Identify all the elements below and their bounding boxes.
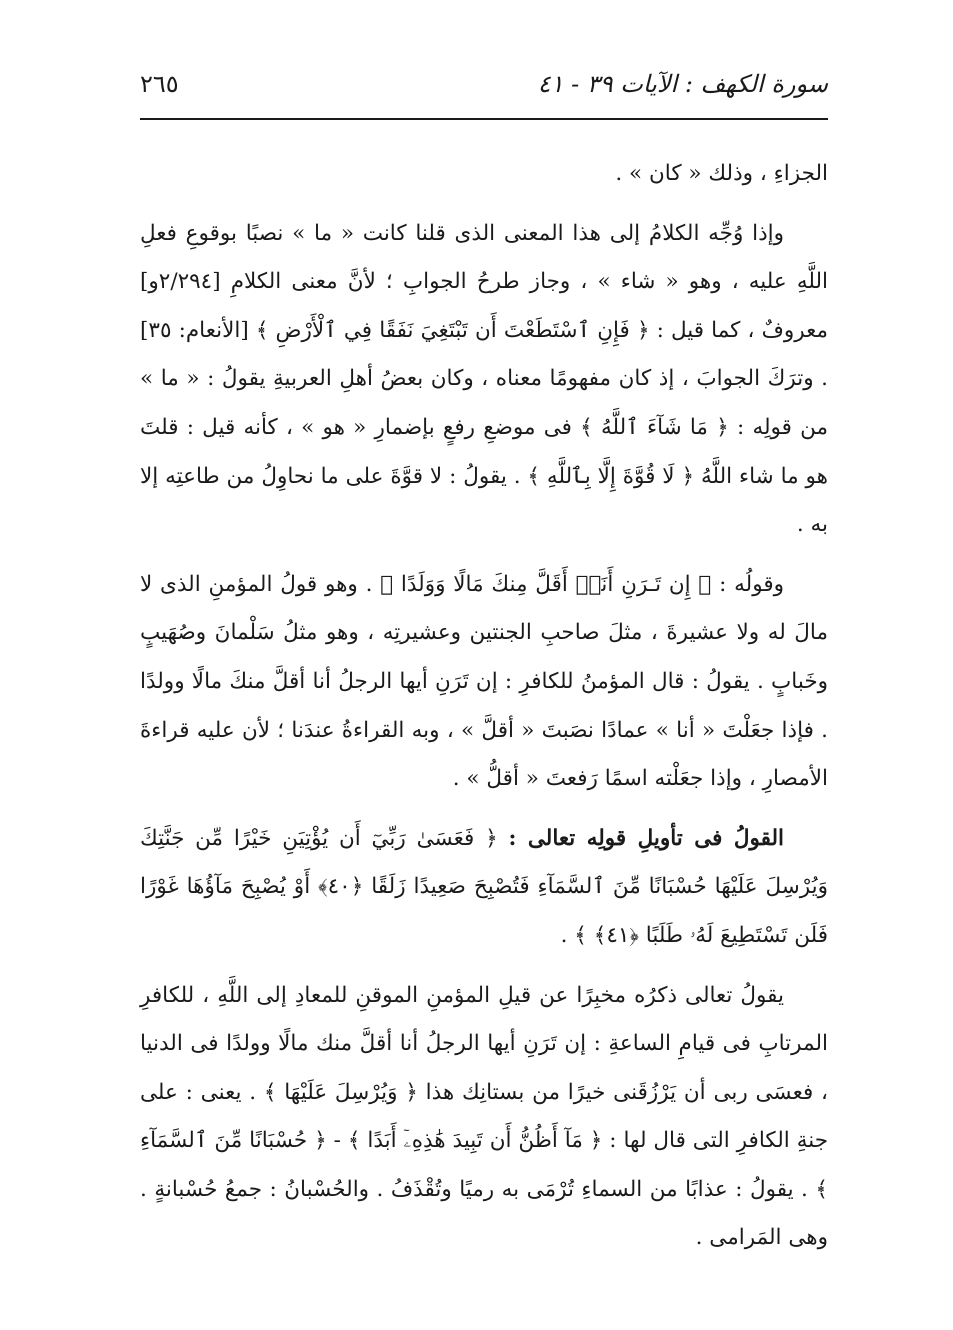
paragraph-continuation: الجزاءِ ، وذلك « كان » . (615, 161, 828, 186)
paragraph-commentary: وقولُه : ﴿ إِن تَـرَنِ أَنَا۠ أَقَلَّ مِنكَ مَالًا وَوَلَدًا ﴾ . وهو قولُ المؤمنِ الذى لا مالَ له ولا عشيرةَ ، مثلَ صاحبِ الجنتين وعشيرتِه ، وهو مثلُ سَلْمانَ وصُهَيبٍ وخَبابٍ . يقولُ : قال المؤمنُ للكافرِ : إن تَرَنِ أيها الرجلُ أنا أقلَّ منكَ مالًا وولدًا . فإذا جعَلْتَ « أنا » عمادًا نصَبتَ « أقلَّ » ، وبه القراءةُ عندَنا ؛ لأن عليه قراءةَ الأمصارِ ، وإذا جعَلْته اسمًا رَفعتَ « أقلُّ » . (140, 571, 828, 792)
header-rule (140, 118, 828, 120)
running-title: سورة الكهف : الآيات ٣٩ - ٤١ (537, 70, 828, 98)
quran-verse: ﴿ فَعَسَىٰ رَبِّيٓ أَن يُؤْتِيَنِ خَيْرًا مِّن جَنَّتِكَ وَيُرْسِلَ عَلَيْهَا حُسْبَانًا مِّنَ ٱلسَّمَآءِ فَتُصْبِحَ صَعِيدًا زَلَقًا ﴿٤٠﴾ أَوْ يُصْبِحَ مَآؤُهَا غَوْرًا فَلَن تَسْتَطِيعَ لَهُۥ طَلَبًا ﴿٤١﴾ ﴾ . (140, 825, 828, 948)
paragraph-commentary: وإذا وُجِّه الكلامُ إلى هذا المعنى الذى قلنا كانت « ما » نصبًا بوقوعِ فعلِ اللَّهِ عليه ، وهو « شاء » ، وجاز طرحُ الجوابِ ؛ لأنَّ معنى الكلامِ [٢/٢٩٤و] معروفٌ ، كما قيل : ﴿ فَإِنِ ٱسْتَطَعْتَ أَن تَبْتَغِيَ نَفَقًا فِي ٱلْأَرْضِ ﴾ [الأنعام: ٣٥] . وترَكَ الجوابَ ، إذ كان مفهومًا معناه ، وكان بعضُ أهلِ العربيةِ يقولُ : « ما » من قولِه : ﴿ مَا شَآءَ ٱللَّهُ ﴾ فى موضعِ رفعٍ بإضمارِ « هو » ، كأنه قيل : قلتَ هو ما شاء اللَّهُ ﴿ لَا قُوَّةَ إِلَّا بِٱللَّهِ ﴾ . يقولُ : لا قوَّةَ على ما نحاوِلُ من طاعتِه إلا به . (140, 220, 828, 538)
page-body (140, 150, 828, 1274)
page-number: ٢٦٥ (140, 70, 179, 98)
section-heading-paragraph (140, 815, 828, 961)
running-header (140, 66, 828, 110)
section-heading: القولُ فى تأويلِ قولِه تعالى : (508, 825, 784, 851)
paragraph-commentary: يقولُ تعالى ذكرُه مخبِرًا عن قيلِ المؤمنِ الموقنِ للمعادِ إلى اللَّهِ ، للكافرِ المرتابِ فى قيامِ الساعةِ : إن تَرَنِ أيها الرجلُ أنا أقلَّ منك مالًا وولدًا فى الدنيا ، فعسَى ربى أن يَرْزُقَنى خيرًا من بستانِك هذا ﴿ وَيُرْسِلَ عَلَيْهَا ﴾ . يعنى : على جنةِ الكافرِ التى قال لها : ﴿ مَآ أَظُنُّ أَن تَبِيدَ هَٰذِهِۦٓ أَبَدًا ﴾ - ﴿ حُسْبَانًا مِّنَ ٱلسَّمَآءِ ﴾ . يقولُ : عذابًا من السماءِ تُرْمَى به رميًا وتُقْذَفُ . والحُسْبانُ : جمعُ حُسْبانةٍ . وهى المَرامى . (140, 982, 828, 1251)
